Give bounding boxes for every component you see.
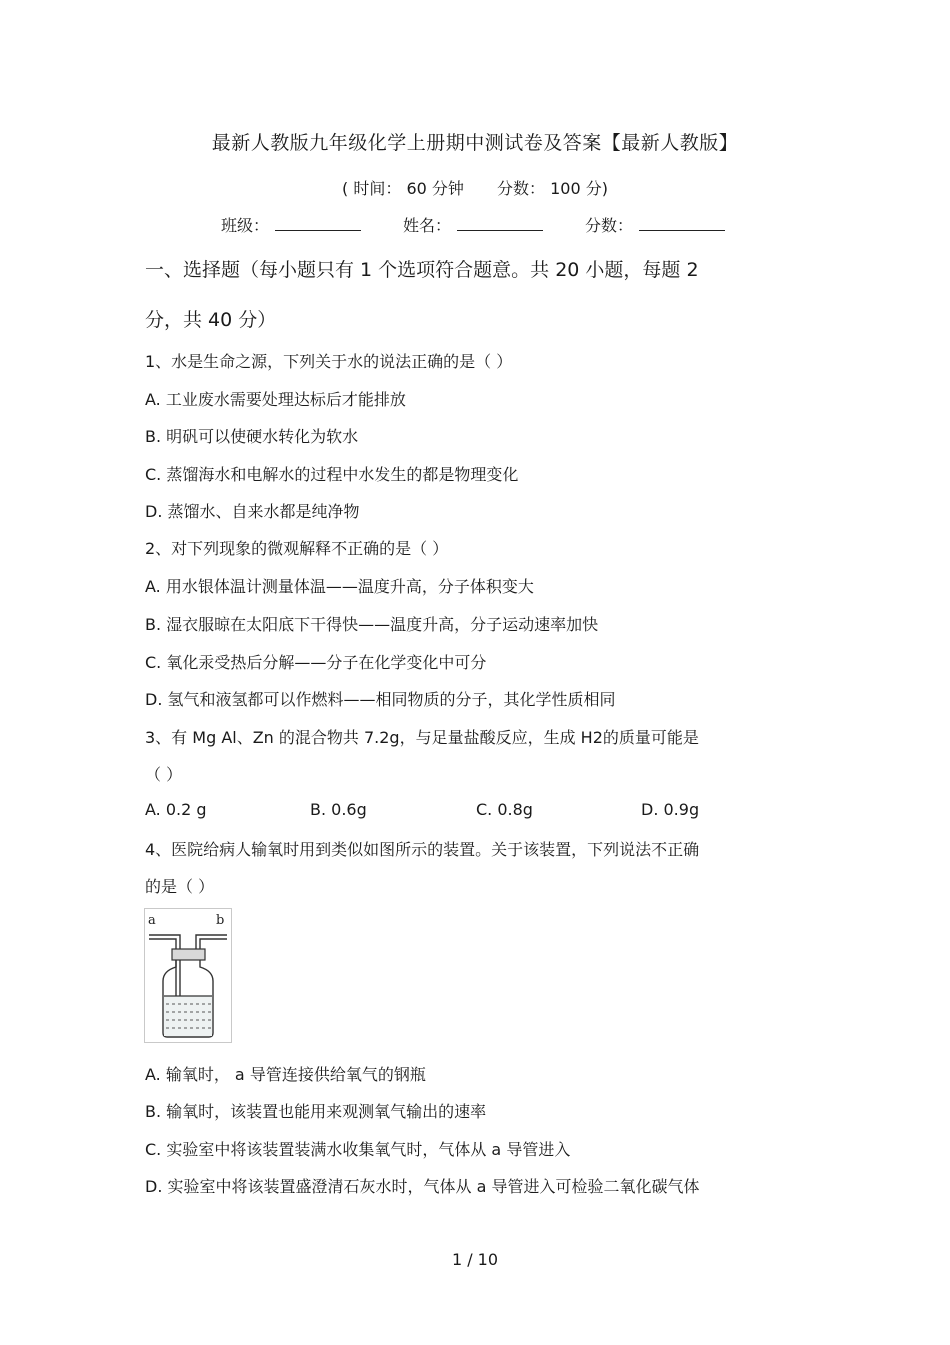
gas-washing-bottle-illustration (145, 909, 231, 1042)
name-field[interactable] (403, 213, 543, 236)
exam-total-score: 分数： 100 分) (497, 179, 608, 198)
section-heading-line1: 一、选择题（每小题只有 1 个选项符合题意。共 20 小题，每题 2 (145, 259, 699, 281)
q3-option-a[interactable]: A. 0.2 g (145, 800, 207, 819)
name-blank[interactable] (457, 216, 543, 231)
score-label: 分数： (585, 216, 634, 235)
exam-meta (0, 176, 950, 199)
section-heading-line2: 分，共 40 分） (145, 309, 277, 331)
class-blank[interactable] (275, 216, 361, 231)
q4-option-c[interactable]: C. 实验室中将该装置装满水收集氧气时，气体从 a 导管进入 (145, 1140, 571, 1159)
exam-time: ( 时间： 60 分钟 (342, 179, 464, 198)
q1-option-c[interactable]: C. 蒸馏海水和电解水的过程中水发生的都是物理变化 (145, 465, 519, 484)
q3-option-b[interactable]: B. 0.6g (310, 800, 367, 819)
name-label: 姓名： (403, 216, 452, 235)
q1-option-d[interactable]: D. 蒸馏水、自来水都是纯净物 (145, 502, 360, 521)
score-field[interactable] (585, 213, 725, 236)
q1-stem: 1、水是生命之源，下列关于水的说法正确的是（ ） (145, 352, 513, 371)
q4-stem-line1: 4、医院给病人输氧时用到类似如图所示的装置。关于该装置，下列说法不正确 (145, 840, 700, 859)
tube-b-label: b (216, 913, 225, 928)
gas-washing-bottle-figure (144, 908, 232, 1043)
score-blank[interactable] (639, 216, 725, 231)
q4-option-a[interactable]: A. 输氧时， a 导管连接供给氧气的钢瓶 (145, 1065, 426, 1084)
tube-a-label: a (148, 913, 156, 928)
q4-option-b[interactable]: B. 输氧时，该装置也能用来观测氧气输出的速率 (145, 1102, 487, 1121)
q2-option-d[interactable]: D. 氢气和液氢都可以作燃料——相同物质的分子，其化学性质相同 (145, 690, 616, 709)
q3-stem: 3、有 Mg Al、Zn 的混合物共 7.2g，与足量盐酸反应，生成 H2的质量可能是 (145, 728, 699, 747)
q1-option-a[interactable]: A. 工业废水需要处理达标后才能排放 (145, 390, 406, 409)
document-title: 最新人教版九年级化学上册期中测试卷及答案【最新人教版】 (211, 132, 739, 154)
q4-option-d[interactable]: D. 实验室中将该装置盛澄清石灰水时，气体从 a 导管进入可检验二氧化碳气体 (145, 1177, 700, 1196)
class-label: 班级： (221, 216, 270, 235)
q1-option-b[interactable]: B. 明矾可以使硬水转化为软水 (145, 427, 359, 446)
class-field[interactable] (221, 213, 361, 236)
q3-answer-paren: （ ） (145, 765, 183, 784)
q4-stem-line2: 的是（ ） (145, 877, 215, 896)
q2-option-b[interactable]: B. 湿衣服晾在太阳底下干得快——温度升高，分子运动速率加快 (145, 615, 599, 634)
q2-option-a[interactable]: A. 用水银体温计测量体温——温度升高，分子体积变大 (145, 577, 534, 596)
q3-option-c[interactable]: C. 0.8g (476, 800, 533, 819)
q2-stem: 2、对下列现象的微观解释不正确的是（ ） (145, 539, 449, 558)
q3-option-d[interactable]: D. 0.9g (641, 800, 700, 819)
page-number: 1 / 10 (451, 1250, 499, 1269)
q2-option-c[interactable]: C. 氧化汞受热后分解——分子在化学变化中可分 (145, 653, 487, 672)
